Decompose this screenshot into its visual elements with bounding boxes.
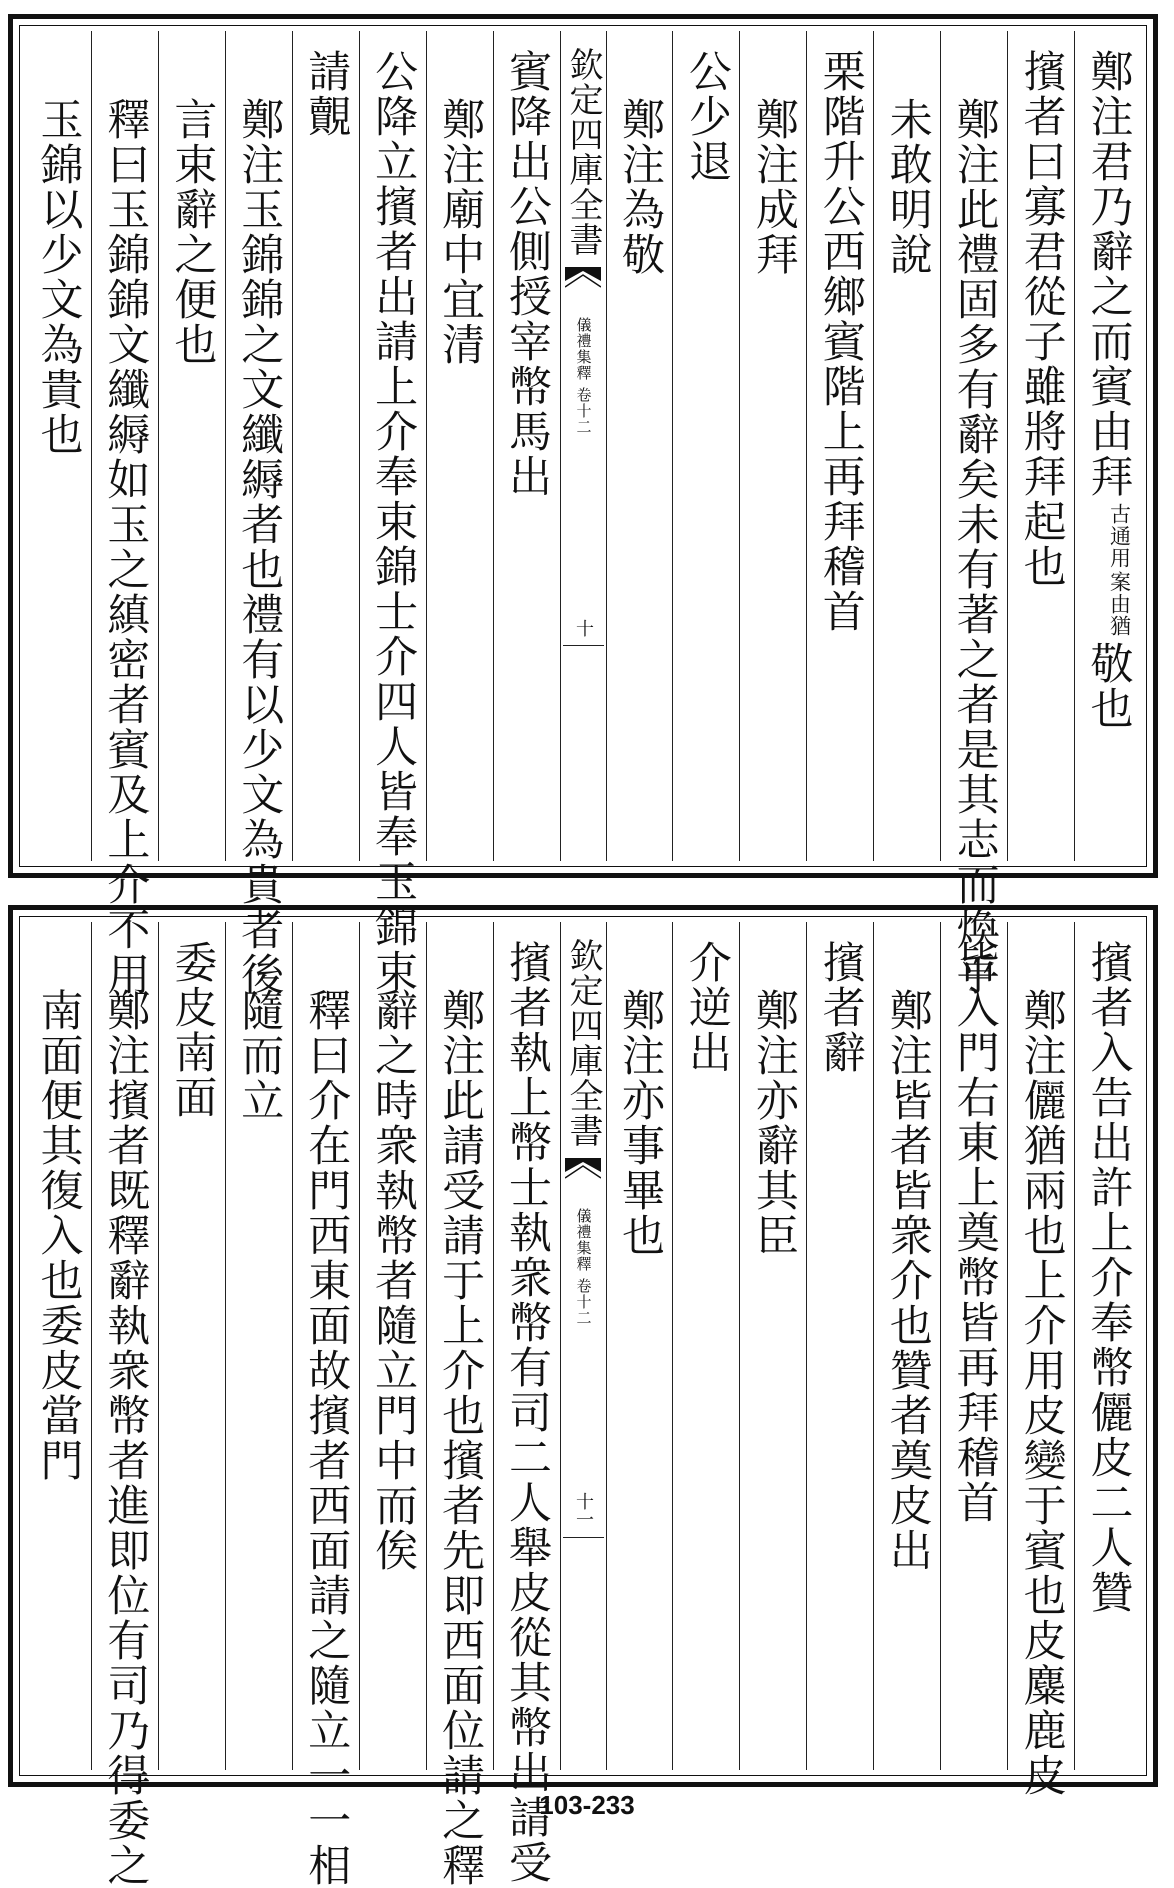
text-column	[25, 31, 91, 861]
note-line: 案由猶	[1107, 571, 1132, 637]
commentary-text: 未敢明說	[882, 97, 933, 277]
commentary-text: 鄭注為敬	[614, 97, 665, 277]
text-column	[359, 31, 426, 994]
book-title: 儀禮集釋	[574, 317, 593, 381]
commentary-text: 鄭注亦辭其臣	[748, 988, 799, 1258]
text-column	[739, 922, 806, 1770]
text-column	[292, 31, 359, 861]
center-fold	[560, 31, 606, 861]
center-fold	[560, 922, 606, 1770]
commentary-text: 鄭注亦事畢也	[614, 988, 665, 1258]
text-column	[493, 31, 560, 861]
text-column	[225, 922, 292, 1770]
text-column	[1007, 922, 1074, 1798]
commentary-text: 南面便其復入也委皮當門	[33, 988, 84, 1483]
volume-label: 卷十二	[574, 1278, 593, 1326]
text-column	[225, 31, 292, 997]
column-text: 擯者曰寡君從子雖將拜起也	[1016, 49, 1067, 589]
text-column	[940, 922, 1007, 1770]
fishtail-mark-icon	[565, 1158, 601, 1180]
column-text: 委皮南面	[167, 940, 218, 1120]
column-text: 擯者辭	[815, 940, 866, 1075]
commentary-text: 辭之時衆執幣者隨立門中而俟	[368, 988, 419, 1573]
text-column	[606, 31, 673, 861]
text-column	[1074, 31, 1141, 861]
text-column	[158, 922, 225, 1770]
commentary-text: 鄭注此禮固多有辭矣未有著之者是其志而煥乎	[949, 97, 1000, 997]
fold-rule	[563, 1537, 604, 1538]
column-text: 敬也	[1083, 641, 1134, 731]
commentary-text: 隨而立	[234, 988, 285, 1123]
interlinear-note	[1109, 503, 1130, 637]
book-title: 儀禮集釋	[574, 1208, 593, 1272]
commentary-text: 玉錦以少文為貴也	[33, 97, 84, 457]
text-column	[493, 922, 560, 1885]
commentary-text: 釋曰介在門西東面故擯者西面請之隨立一一相	[301, 988, 352, 1888]
collection-title: 欽定四庫全書	[563, 938, 603, 1148]
collection-title: 欽定四庫全書	[563, 47, 603, 257]
upper-page	[8, 14, 1158, 997]
column-text: 公少退	[681, 49, 732, 184]
commentary-text: 鄭注玉錦錦之文纖縟者也禮有以少文為貴者後	[234, 97, 285, 997]
text-column	[806, 922, 873, 1770]
text-column	[158, 31, 225, 861]
text-column	[91, 922, 158, 1888]
fishtail-mark-icon	[565, 267, 601, 289]
text-column	[1074, 922, 1141, 1770]
text-column	[873, 31, 940, 861]
upper-columns	[25, 31, 1141, 997]
commentary-text: 鄭注成拜	[748, 97, 799, 277]
page-number: 103-233	[539, 1790, 635, 1820]
commentary-text: 鄭注此請受請于上介也擯者先即西面位請之釋	[435, 988, 486, 1888]
note-line: 古通用	[1107, 503, 1132, 569]
column-text: 擯者入告出許上介奉幣儷皮二人贊	[1083, 940, 1134, 1615]
text-column	[739, 31, 806, 861]
column-text: 鄭注君乃辭之而賓由拜	[1083, 49, 1134, 499]
commentary-text: 鄭注儷猶兩也上介用皮變于賓也皮麋鹿皮	[1016, 988, 1067, 1798]
text-column	[873, 922, 940, 1770]
leaf-number: 十	[573, 619, 594, 637]
fold-rule	[563, 645, 604, 646]
commentary-text: 鄭注皆者皆衆介也贊者奠皮出	[882, 988, 933, 1573]
text-column	[359, 922, 426, 1770]
column-text: 公降立擯者出請上介奉束錦士介四人皆奉玉錦束	[368, 49, 419, 994]
commentary-text: 鄭注廟中宜清	[435, 97, 486, 367]
text-column	[91, 31, 158, 997]
column-text: 擯者執上幣士執衆幣有司二人舉皮從其幣出請受	[502, 940, 553, 1885]
column-text: 皆入門右東上奠幣皆再拜稽首	[949, 940, 1000, 1525]
volume-label: 卷十二	[574, 387, 593, 435]
column-text: 栗階升公西鄉賓階上再拜稽首	[815, 49, 866, 634]
text-column	[606, 922, 673, 1770]
commentary-text: 言束辭之便也	[167, 97, 218, 367]
column-text: 介逆出	[681, 940, 732, 1075]
text-column	[426, 31, 493, 861]
leaf-number: 十一	[573, 1492, 594, 1528]
text-column	[940, 31, 1007, 997]
commentary-text: 釋曰玉錦錦文纖縟如玉之縝密者賓及上介不用	[100, 97, 151, 997]
text-column	[672, 922, 739, 1770]
column-text: 賓降出公側授宰幣馬出	[502, 49, 553, 499]
text-column	[806, 31, 873, 861]
commentary-text: 鄭注擯者既釋辭執衆幣者進即位有司乃得委之	[100, 988, 151, 1888]
text-column	[1007, 31, 1074, 861]
text-column	[292, 922, 359, 1888]
text-column	[426, 922, 493, 1888]
column-text: 請覿	[301, 49, 352, 139]
text-column	[672, 31, 739, 861]
text-column	[25, 922, 91, 1770]
